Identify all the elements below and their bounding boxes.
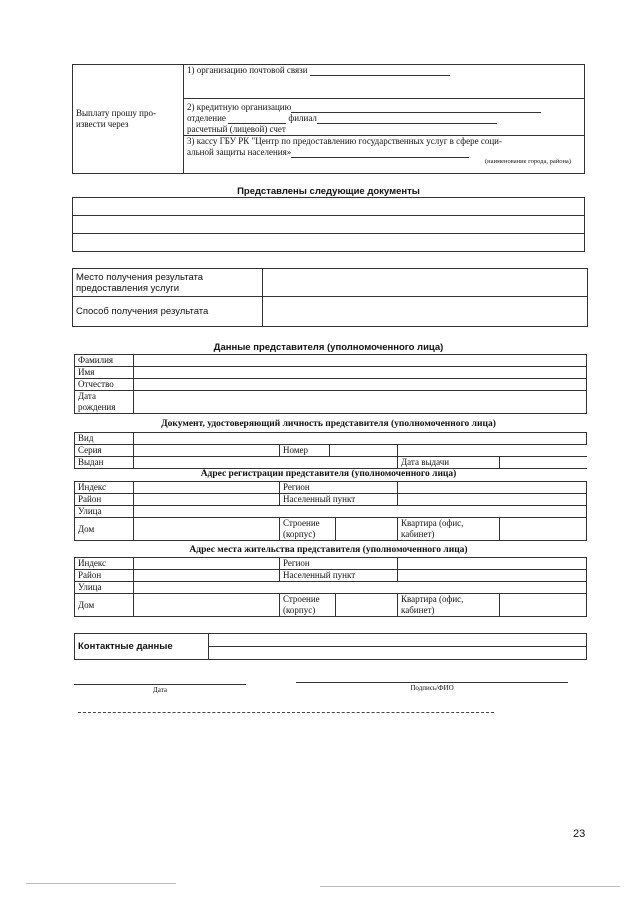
contacts-field[interactable] bbox=[209, 634, 587, 647]
contacts-table bbox=[74, 633, 587, 660]
residence-address-heading: Адрес места жительства представителя (уполномоченного лица) bbox=[189, 545, 468, 555]
live-locality-field[interactable] bbox=[398, 570, 587, 582]
live-district-label: Район bbox=[75, 570, 134, 582]
id-series-field[interactable] bbox=[134, 445, 280, 457]
documents-row[interactable] bbox=[73, 198, 585, 216]
id-type-label: Вид bbox=[75, 433, 134, 445]
scan-edge bbox=[26, 883, 176, 884]
city-district-field[interactable] bbox=[291, 148, 469, 158]
reg-index-field[interactable] bbox=[134, 482, 280, 494]
live-locality-label: Населенный пункт bbox=[280, 570, 398, 582]
result-table bbox=[72, 268, 588, 327]
live-house-label: Дом bbox=[75, 594, 134, 617]
id-issued-label: Выдан bbox=[75, 457, 134, 469]
reg-house-field[interactable] bbox=[134, 518, 280, 541]
live-building-field[interactable] bbox=[336, 594, 398, 617]
documents-table bbox=[72, 197, 585, 252]
reg-apartment-label: Квартира (офис, кабинет) bbox=[398, 518, 500, 541]
reg-street-field[interactable] bbox=[134, 506, 587, 518]
id-issued-field[interactable] bbox=[134, 457, 398, 469]
live-apartment-field[interactable] bbox=[500, 594, 587, 617]
contacts-field[interactable] bbox=[209, 647, 587, 660]
signature-line[interactable] bbox=[296, 682, 568, 683]
patronymic-label: Отчество bbox=[75, 379, 134, 391]
id-document-heading: Документ, удостоверяющий личность представителя (уполномоченного лица) bbox=[161, 419, 496, 429]
documents-row[interactable] bbox=[73, 234, 585, 252]
reg-locality-field[interactable] bbox=[398, 494, 587, 506]
live-house-field[interactable] bbox=[134, 594, 280, 617]
name-field[interactable] bbox=[134, 367, 587, 379]
reg-district-field[interactable] bbox=[134, 494, 280, 506]
id-number-label: Номер bbox=[280, 445, 330, 457]
live-street-label: Улица bbox=[75, 582, 134, 594]
live-index-label: Индекс bbox=[75, 558, 134, 570]
result-method-field[interactable] bbox=[263, 297, 588, 327]
cut-line bbox=[78, 712, 494, 713]
result-place-field[interactable] bbox=[263, 269, 588, 297]
id-issue-date-label: Дата выдачи bbox=[398, 457, 500, 469]
live-apartment-label: Квартира (офис, кабинет) bbox=[398, 594, 500, 617]
result-method-label: Способ получения результата bbox=[73, 297, 263, 327]
reg-locality-label: Населенный пункт bbox=[280, 494, 398, 506]
documents-row[interactable] bbox=[73, 216, 585, 234]
live-region-label: Регион bbox=[280, 558, 398, 570]
contacts-label: Контактные данные bbox=[75, 634, 209, 660]
branch-office-field[interactable] bbox=[228, 114, 286, 124]
live-building-label: Строение (корпус) bbox=[280, 594, 336, 617]
live-region-field[interactable] bbox=[398, 558, 587, 570]
payment-option-cashier: 3) кассу ГБУ РК "Центр по предоставлению государственных услуг в сфере соци- альной защиты населения» (наименование города, района) bbox=[184, 136, 585, 174]
representative-table bbox=[74, 354, 587, 414]
name-label: Имя bbox=[75, 367, 134, 379]
reg-region-field[interactable] bbox=[398, 482, 587, 494]
live-district-field[interactable] bbox=[134, 570, 280, 582]
payment-method-table bbox=[72, 64, 585, 174]
payment-label: Выплату прошу про- извести через bbox=[73, 65, 184, 174]
residence-address-table bbox=[74, 557, 587, 617]
scan-edge bbox=[320, 886, 620, 887]
reg-district-label: Район bbox=[75, 494, 134, 506]
page-number: 23 bbox=[573, 828, 586, 840]
birthdate-label: Дата рождения bbox=[75, 391, 134, 414]
payment-option-post: 1) организацию почтовой связи bbox=[184, 65, 585, 99]
reg-index-label: Индекс bbox=[75, 482, 134, 494]
registration-address-heading: Адрес регистрации представителя (уполномоченного лица) bbox=[200, 469, 457, 479]
bank-field[interactable] bbox=[291, 103, 541, 113]
patronymic-field[interactable] bbox=[134, 379, 587, 391]
birthdate-field[interactable] bbox=[134, 391, 587, 414]
reg-apartment-field[interactable] bbox=[500, 518, 587, 541]
signature-caption: Подпись/ФИО bbox=[410, 684, 454, 692]
surname-label: Фамилия bbox=[75, 355, 134, 367]
live-index-field[interactable] bbox=[134, 558, 280, 570]
id-issue-date-field[interactable] bbox=[500, 457, 587, 469]
id-type-field[interactable] bbox=[134, 433, 587, 445]
reg-building-field[interactable] bbox=[336, 518, 398, 541]
id-document-table bbox=[74, 432, 587, 469]
live-street-field[interactable] bbox=[134, 582, 587, 594]
date-caption: Дата bbox=[153, 686, 167, 694]
reg-region-label: Регион bbox=[280, 482, 398, 494]
reg-street-label: Улица bbox=[75, 506, 134, 518]
registration-address-table bbox=[74, 481, 587, 541]
reg-building-label: Строение (корпус) bbox=[280, 518, 336, 541]
surname-field[interactable] bbox=[134, 355, 587, 367]
reg-house-label: Дом bbox=[75, 518, 134, 541]
id-series-label: Серия bbox=[75, 445, 134, 457]
post-office-field[interactable] bbox=[310, 66, 450, 76]
id-number-field[interactable] bbox=[330, 445, 398, 457]
representative-heading: Данные представителя (уполномоченного лица) bbox=[213, 342, 444, 353]
date-line[interactable] bbox=[74, 684, 246, 685]
result-place-label: Место получения результата предоставления услуги bbox=[73, 269, 263, 297]
documents-heading: Представлены следующие документы bbox=[237, 186, 420, 197]
branch-field[interactable] bbox=[317, 114, 497, 124]
payment-option-bank: 2) кредитную организацию отделение филиал расчетный (лицевой) счет bbox=[184, 99, 585, 136]
